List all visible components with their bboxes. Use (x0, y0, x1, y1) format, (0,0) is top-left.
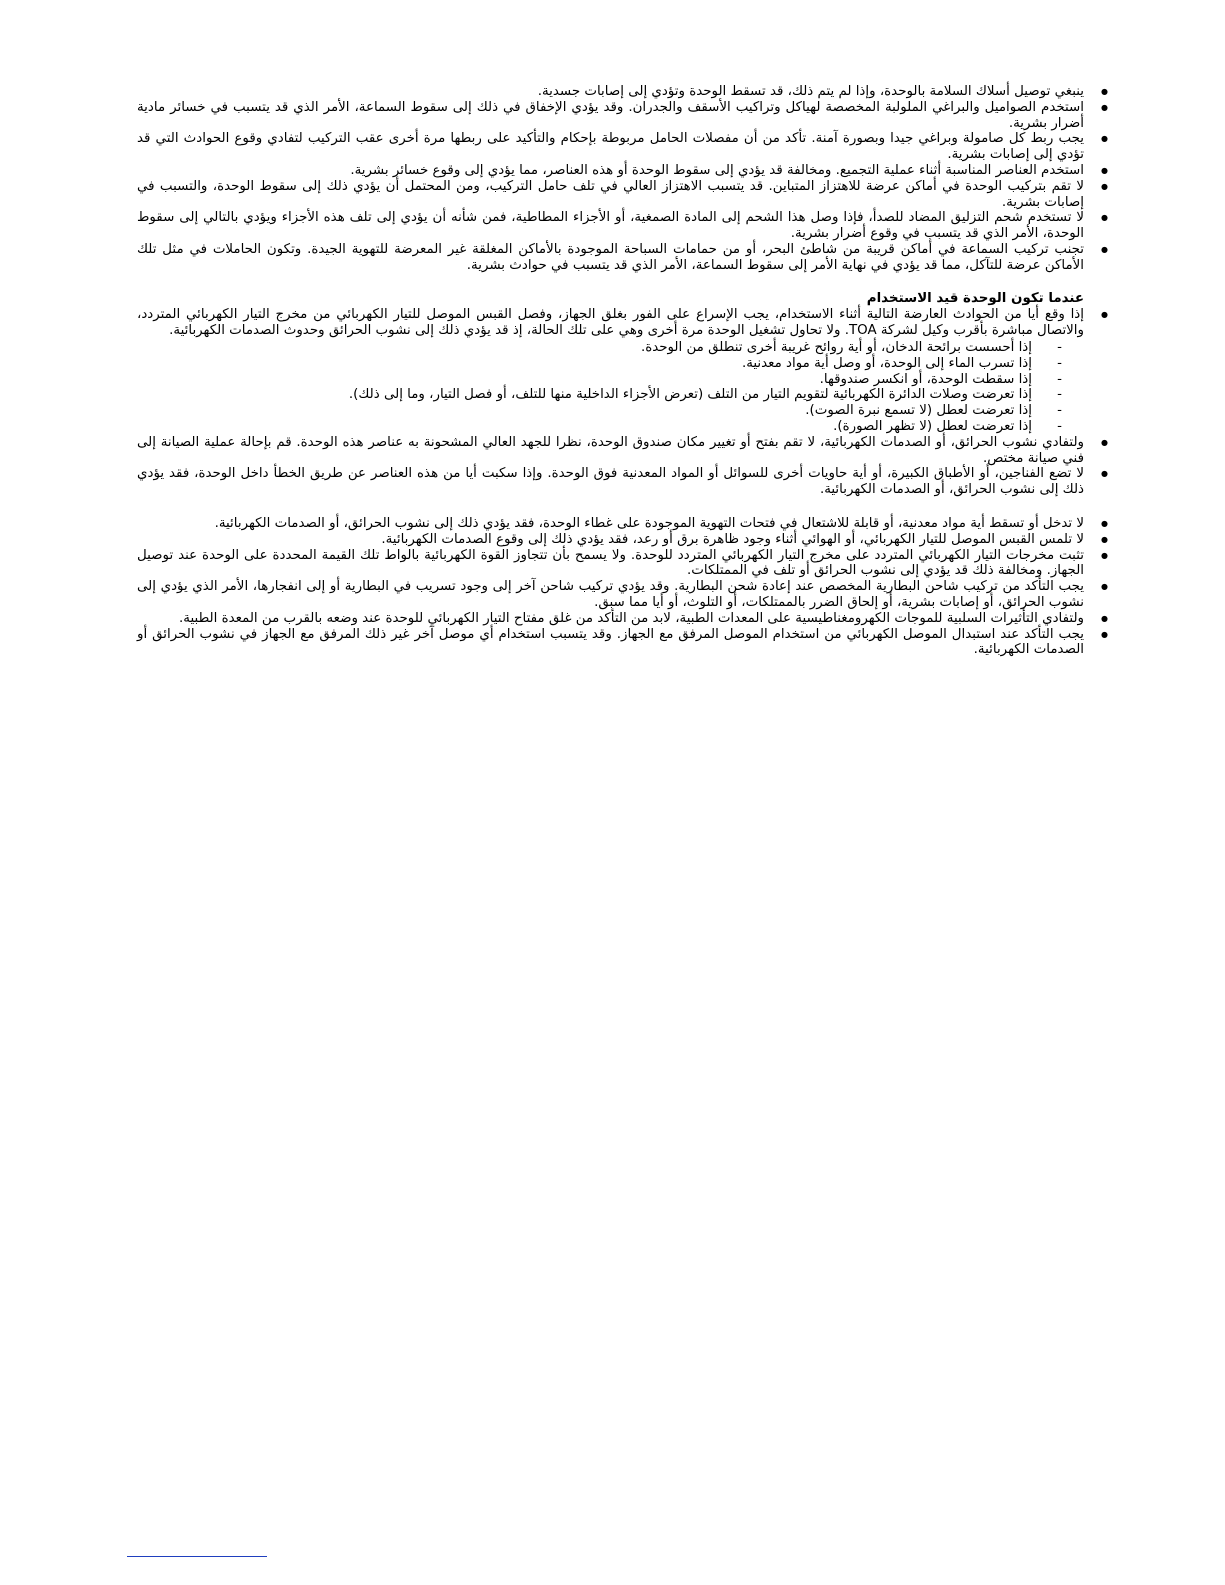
list-item (137, 307, 1084, 434)
safety-text-body (137, 84, 1084, 658)
incident-sub-list (137, 340, 1084, 435)
list-item: ● لا تضع الفناجين، أو الأطباق الكبيرة، أو أية حاويات أخرى للسوائل أو المواد المعدنية فوق الوحدة. وإذا سكبت أيا من هذه العناصر عن طريق الخطأ داخل الوحدة، فقد يؤدي ذلك إلى نشوب الحرائق، أو الصدمات الكهربائية. (137, 466, 1084, 498)
usage-warnings-list (137, 307, 1084, 498)
section-heading: عندما تكون الوحدة قيد الاستخدام (866, 290, 1084, 306)
general-warnings-list (137, 516, 1084, 658)
list-item: ● ولتفادي نشوب الحرائق، أو الصدمات الكهربائية، لا تقم بفتح أو تغيير مكان صندوق الوحدة، نظرا للجهد العالي المشحونة به عناصر هذه الوحدة. قم بإحالة عملية الصيانة إلى فني صيانة مختص. (137, 435, 1084, 467)
list-item: ● يجب التأكد عند استبدال الموصل الكهربائي من استخدام الموصل المرفق مع الجهاز. وقد يتسبب استخدام أي موصل آخر غير ذلك المرفق مع الجهاز في نشوب الحرائق أو الصدمات الكهربائية. (137, 627, 1084, 659)
footnote-separator (127, 1556, 267, 1557)
list-item: ● يجب ربط كل صامولة وبراغي جيدا وبصورة آمنة. تأكد من أن مفصلات الحامل مربوطة بإحكام والتأكيد على ربطها مرة أخرى عقب التركيب لتفادي وقوع الحوادث التي قد تؤدي إلى إصابات بشرية. (137, 131, 1084, 163)
list-item: ● استخدم العناصر المناسبة أثناء عملية التجميع. ومخالفة قد يؤدي إلى سقوط الوحدة أو هذه العناصر، مما يؤدي إلى وقوع خسائر بشرية. (137, 163, 1084, 179)
sub-list-item: - إذا تعرضت لعطل (لا تظهر الصورة). (137, 419, 1032, 435)
usage-intro-text: إذا وقع أيا من الحوادث العارضة التالية أثناء الاستخدام، يجب الإسراع على الفور بغلق الجهاز، وفصل القبس الموصل للتيار الكهربائي من مخرج التيار الكهربائي المتردد، والاتصال مباشرة بأقرب وكيل لشركة TOA. ولا تحاول تشغيل الوحدة مرة أخرى وهي على تلك الحالة، إذ قد يؤدي ذلك إلى نشوب الحرائق وحدوث الصدمات الكهربائية. (137, 307, 1084, 339)
list-item: ● لا تدخل أو تسقط أية مواد معدنية، أو قابلة للاشتعال في فتحات التهوية الموجودة على غطاء الوحدة، فقد يؤدي ذلك إلى نشوب الحرائق، أو الصدمات الكهربائية. (137, 516, 1084, 532)
list-item: ● ولتفادي التأثيرات السلبية للموجات الكهرومغناطيسية على المعدات الطبية، لابد من التأكد من غلق مفتاح التيار الكهربائي للوحدة عند وضعه بالقرب من المعدة الطبية. (137, 611, 1084, 627)
list-item: ● تجنب تركيب السماعة في أماكن قريبة من شاطئ البحر، أو من حمامات السباحة الموجودة بالأماكن المغلقة غير المعرضة للتهوية الجيدة. وتكون الحاملات في مثل تلك الأماكن عرضة للتآكل، مما قد يؤدي في نهاية الأمر إلى سقوط السماعة، الأمر الذي قد يتسبب في حوادث بشرية. (137, 242, 1084, 274)
sub-list-item: - إذا أحسست برائحة الدخان، أو أية روائح غريبة أخرى تنطلق من الوحدة. (137, 340, 1032, 356)
section-spacer (137, 498, 1084, 516)
installation-warnings-list (137, 84, 1084, 274)
list-item: ● استخدم الصواميل والبراغي الملولبة المخصصة لهياكل وتراكيب الأسقف والجدران. وقد يؤدي الإخفاق في ذلك إلى سقوط السماعة، الأمر الذي قد يتسبب في خسائر مادية أضرار بشرية. (137, 100, 1084, 132)
list-item: ● لا تستخدم شحم التزليق المضاد للصدأ، فإذا وصل هذا الشحم إلى المادة الصمغية، أو الأجزاء المطاطية، فمن شأنه أن يؤدي إلى تلف هذه الأجزاء ويؤدي بالتالي إلى سقوط الوحدة، الأمر الذي قد يتسبب في وقوع أضرار بشرية. (137, 210, 1084, 242)
list-item: ● تثبت مخرجات التيار الكهربائي المتردد على مخرج التيار الكهربائي المتردد للوحدة. ولا يسمح بأن تتجاوز القوة الكهربائية بالواط تلك القيمة المحددة على الوحدة عند توصيل الجهاز. ومخالفة ذلك قد يؤدي إلى نشوب الحرائق أو تلف في الممتلكات. (137, 548, 1084, 580)
list-item: ● ينبغي توصيل أسلاك السلامة بالوحدة، وإذا لم يتم ذلك، قد تسقط الوحدة وتؤدي إلى إصابات جسدية. (137, 84, 1084, 100)
list-item: ● لا تقم بتركيب الوحدة في أماكن عرضة للاهتزاز المتباين. قد يتسبب الاهتزاز العالي في تلف حامل التركيب، ومن المحتمل أن يؤدي ذلك إلى سقوط الوحدة، والتسبب في إصابات بشرية. (137, 179, 1084, 211)
list-item: ● لا تلمس القبس الموصل للتيار الكهربائي، أو الهوائي أثناء وجود ظاهرة برق أو رعد، فقد يؤدي ذلك إلى وقوع الصدمات الكهربائية. (137, 532, 1084, 548)
sub-list-item: - إذا سقطت الوحدة، أو انكسر صندوقها. (137, 372, 1032, 388)
list-item: ● يجب التأكد من تركيب شاحن البطارية المخصص عند إعادة شحن البطارية. وقد يؤدي تركيب شاحن آخر إلى وجود تسريب في البطارية أو إلى انفجارها، الأمر الذي يؤدي إلى نشوب الحرائق، أو إصابات بشرية، أو إلحاق الضرر بالممتلكات، أو التلوث، أو أيا مما سبق. (137, 579, 1084, 611)
sub-list-item: - إذا تعرضت لعطل (لا تسمع نبرة الصوت). (137, 403, 1032, 419)
sub-list-item: - إذا تسرب الماء إلى الوحدة، أو وصل أية مواد معدنية. (137, 356, 1032, 372)
sub-list-item: - إذا تعرضت وصلات الدائرة الكهربائية لتقويم التيار من التلف (تعرض الأجزاء الداخلية منها للتلف، أو فصل التيار، وما إلى ذلك). (137, 387, 1032, 403)
